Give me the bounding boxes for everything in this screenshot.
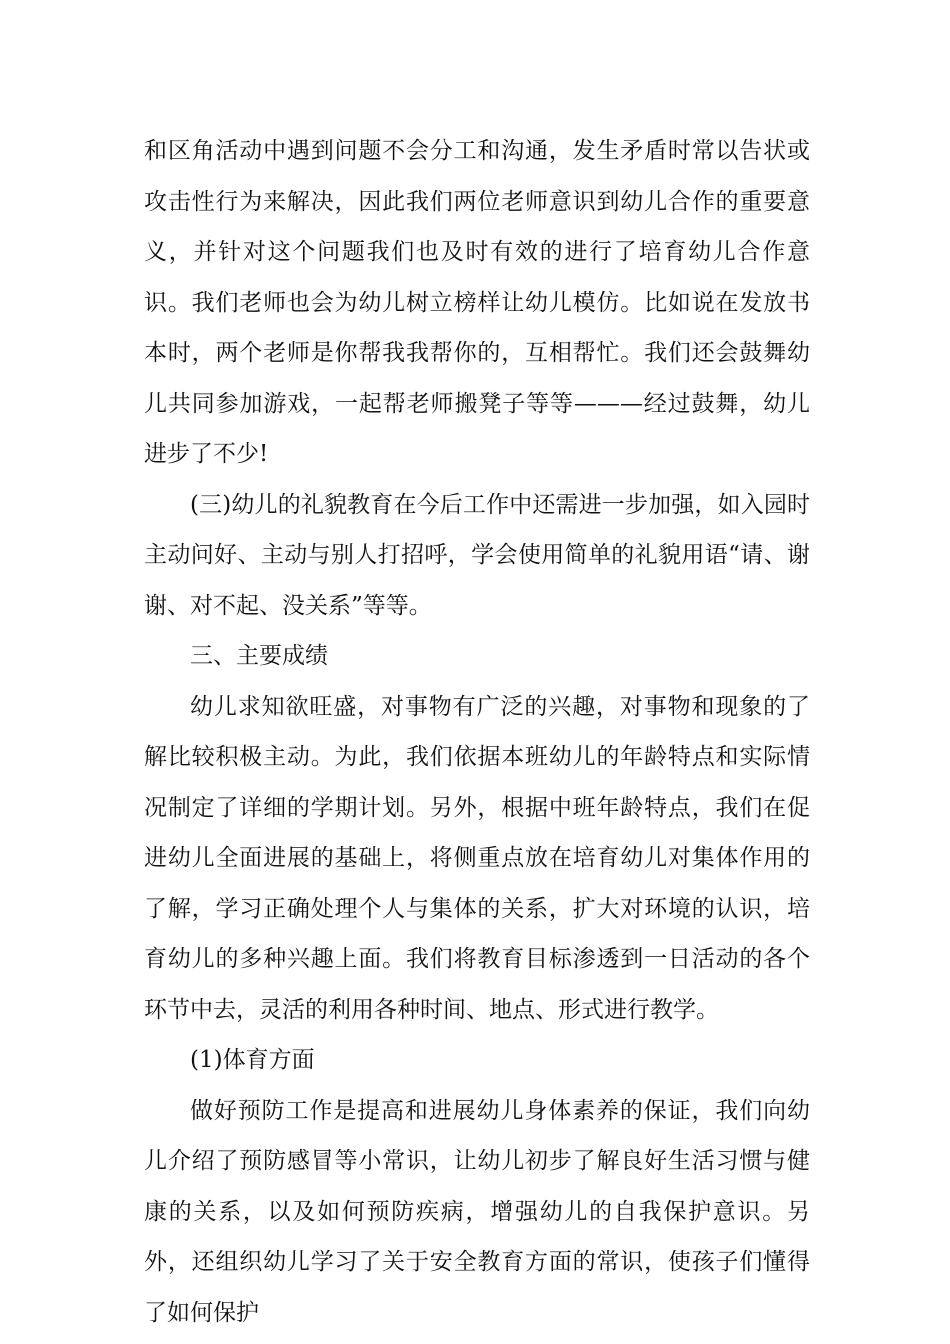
subheading-physical-education: (1)体育方面 [190, 1047, 315, 1073]
section-heading-main-achievements: 三、主要成绩 [190, 643, 328, 669]
document-body [144, 126, 810, 1338]
paragraph-cooperation-continued: 和区角活动中遇到问题不会分工和沟通，发生矛盾时常以告状或攻击性行为来解决，因此我们两位老师意识到幼儿合作的重要意义，并针对这个问题我们也及时有效的进行了培育幼儿合作意识。我们老师也会为幼儿树立榜样让幼儿模仿。比如说在发放书本时，两个老师是你帮我我帮你的，互相帮忙。我们还会鼓舞幼儿共同参加游戏，一起帮老师搬凳子等等———经过鼓舞，幼儿进步了不少! [144, 138, 810, 467]
paragraph-physical-education: 做好预防工作是提高和进展幼儿身体素养的保证，我们向幼儿介绍了预防感冒等小常识，让幼儿初步了解良好生活习惯与健康的关系，以及如何预防疾病，增强幼儿的自我保护意识。另外，还组织幼儿学习了关于安全教育方面的常识，使孩子们懂得了如何保护 [144, 1097, 810, 1326]
paragraph-main-achievements: 幼儿求知欲旺盛，对事物有广泛的兴趣，对事物和现象的了解比较积极主动。为此，我们依据本班幼儿的年龄特点和实际情况制定了详细的学期计划。另外，根据中班年龄特点，我们在促进幼儿全面进展的基础上，将侧重点放在培育幼儿对集体作用的了解，学习正确处理个人与集体的关系，扩大对环境的认识，培育幼儿的多种兴趣上面。我们将教育目标渗透到一日活动的各个环节中去，灵活的利用各种时间、地点、形式进行教学。 [144, 693, 810, 1023]
paragraph-politeness-education: (三)幼儿的礼貌教育在今后工作中还需进一步加强，如入园时主动问好、主动与别人打招呼，学会使用简单的礼貌用语“请、谢谢、对不起、没关系”等等。 [144, 491, 810, 619]
